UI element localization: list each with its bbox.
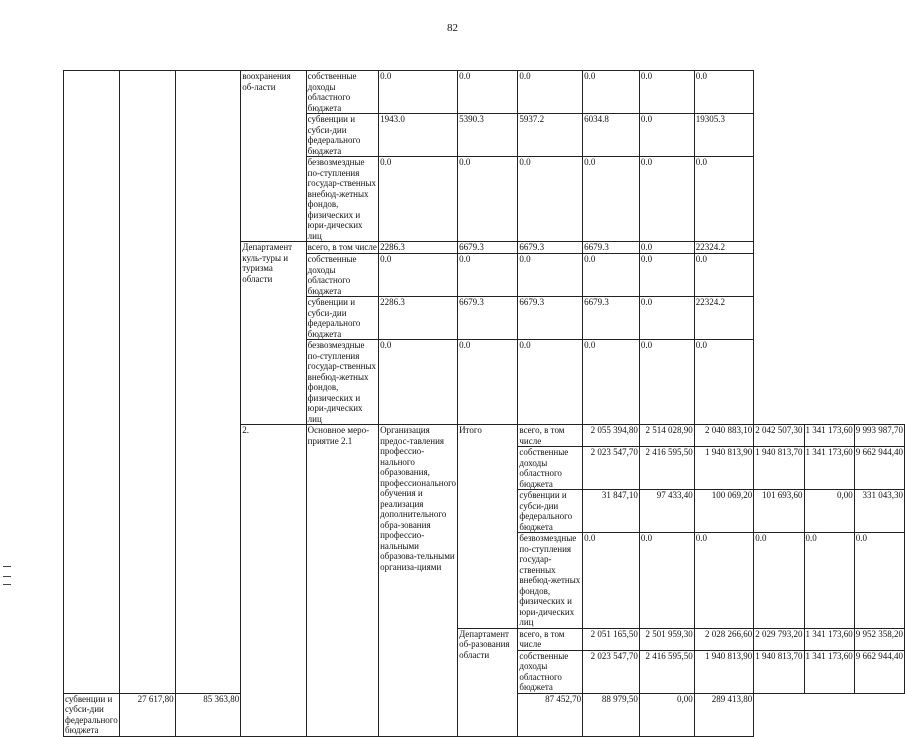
- value-cell: 1 940 813,90: [694, 447, 753, 490]
- value-cell: 2 029 793,20: [754, 628, 804, 650]
- department-cell: воохранения об-ласти: [241, 71, 306, 242]
- value-cell: 2 416 595,50: [639, 447, 694, 490]
- event-cell: Основное меро-приятие 2.1: [306, 425, 378, 737]
- value-cell: 100 069,20: [694, 490, 753, 533]
- description-cell: [175, 71, 241, 694]
- description-cell: Организация предос-тавления профессио-нального образования, профессионального обучения и реализация дополнительного обра-зования профессио-нальными образова-тельными организа-циями: [379, 425, 458, 737]
- value-cell: 0,00: [639, 693, 694, 736]
- value-cell: 85 363,80: [175, 693, 241, 736]
- value-cell: 0.0: [518, 71, 583, 114]
- value-cell: 9 952 358,20: [854, 628, 904, 650]
- department-cell: Департамент куль-туры и туризма области: [241, 242, 306, 425]
- value-cell: 27 617,80: [119, 693, 175, 736]
- value-cell: 0.0: [694, 340, 753, 425]
- value-cell: 9 662 944,40: [854, 650, 904, 693]
- value-cell: 6679.3: [458, 242, 518, 254]
- source-label: всего, в том числе: [307, 242, 377, 252]
- value-cell: 0.0: [458, 71, 518, 114]
- value-cell: 22324.2: [694, 242, 753, 254]
- value-cell: 1 341 173,60: [804, 425, 854, 447]
- value-cell: 1 940 813,70: [754, 447, 804, 490]
- value-cell: 0.0: [639, 71, 694, 114]
- event-cell: [119, 71, 175, 694]
- value-cell: 2 023 547,70: [583, 650, 640, 693]
- value-cell: 6679.3: [583, 297, 640, 340]
- value-cell: 6679.3: [583, 242, 640, 254]
- value-cell: 2 040 883,10: [694, 425, 753, 447]
- value-cell: 0.0: [694, 71, 753, 114]
- value-cell: 0.0: [694, 157, 753, 242]
- value-cell: 0.0: [379, 254, 458, 297]
- source-label: собственные доходы областного бюджета: [518, 447, 583, 490]
- source-label: субвенции и субси-дии федерального бюджета: [306, 297, 378, 340]
- value-cell: 9 993 987,70: [854, 425, 904, 447]
- source-label: всего, в том числе: [518, 425, 583, 447]
- value-cell: 0.0: [639, 297, 694, 340]
- row-number-cell: [64, 71, 120, 694]
- value-cell: 0.0: [639, 157, 694, 242]
- value-cell: 88 979,50: [583, 693, 640, 736]
- source-label: собственные доходы областного бюджета: [306, 254, 378, 297]
- source-label: всего, в том числе: [518, 628, 583, 650]
- value-cell: 6679.3: [458, 297, 518, 340]
- source-label: субвенции и субси-дии федерального бюджета: [306, 114, 378, 157]
- source-label: безвозмездные по-ступления государ-ственных внебюд-жетных фондов, физических и юри-дических лиц: [518, 533, 583, 629]
- value-cell: 31 847,10: [583, 490, 640, 533]
- value-cell: 331 043,30: [854, 490, 904, 533]
- value-cell: 0.0: [639, 533, 694, 629]
- value-cell: 2 051 165,50: [583, 628, 640, 650]
- value-cell: 9 662 944,40: [854, 447, 904, 490]
- value-cell: 0.0: [583, 533, 640, 629]
- budget-table: [63, 70, 905, 737]
- value-cell: 0.0: [379, 157, 458, 242]
- value-cell: 0.0: [583, 254, 640, 297]
- source-label: собственные доходы областного бюджета: [518, 650, 583, 693]
- value-cell: 2 055 394,80: [583, 425, 640, 447]
- value-cell: 0.0: [639, 242, 694, 254]
- value-cell: 0.0: [458, 340, 518, 425]
- source-label: собственные доходы областного бюджета: [306, 71, 378, 114]
- value-cell: 19305.3: [694, 114, 753, 157]
- value-cell: 6034.8: [583, 114, 640, 157]
- value-cell: 0.0: [458, 157, 518, 242]
- value-cell: 0.0: [583, 340, 640, 425]
- value-cell: 2 416 595,50: [639, 650, 694, 693]
- value-cell: 289 413,80: [694, 693, 753, 736]
- source-label: субвенции и субси-дии федерального бюджета: [518, 490, 583, 533]
- value-cell: 5390.3: [458, 114, 518, 157]
- value-cell: 0.0: [518, 157, 583, 242]
- value-cell: 0.0: [379, 71, 458, 114]
- value-cell: 2 023 547,70: [583, 447, 640, 490]
- department-cell: Департамент об-разования области: [458, 628, 518, 736]
- margin-mark: [3, 566, 11, 567]
- value-cell: 0.0: [639, 340, 694, 425]
- value-cell: 0.0: [694, 254, 753, 297]
- value-cell: 1943.0: [379, 114, 458, 157]
- value-cell: 0.0: [694, 533, 753, 629]
- value-cell: 2286.3: [379, 242, 458, 254]
- source-label: субвенции и субси-дии федерального бюджета: [65, 693, 118, 735]
- value-cell: 22324.2: [694, 297, 753, 340]
- value-cell: 2 501 959,30: [639, 628, 694, 650]
- page-number: 82: [447, 22, 458, 34]
- value-cell: 0,00: [804, 490, 854, 533]
- value-cell: 0.0: [854, 533, 904, 629]
- value-cell: 2286.3: [379, 297, 458, 340]
- value-cell: 101 693,60: [754, 490, 804, 533]
- department-cell: Итого: [458, 425, 518, 629]
- source-label: безвозмездные по-ступления государ-ственных внебюд-жетных фондов, физических и юри-дических лиц: [306, 157, 378, 242]
- value-cell: 0.0: [379, 340, 458, 425]
- value-cell: 2 028 266,60: [694, 628, 753, 650]
- value-cell: 2 514 028,90: [639, 425, 694, 447]
- value-cell: 87 452,70: [518, 693, 583, 736]
- value-cell: 2 042 507,30: [754, 425, 804, 447]
- value-cell: 1 341 173,60: [804, 628, 854, 650]
- value-cell: 0.0: [518, 340, 583, 425]
- source-label: безвозмездные по-ступления государ-ственных внебюд-жетных фондов, физических и юри-дических лиц: [306, 340, 378, 425]
- value-cell: 0.0: [518, 254, 583, 297]
- value-cell: 0.0: [754, 533, 804, 629]
- table-row: [64, 71, 905, 114]
- value-cell: 0.0: [639, 114, 694, 157]
- margin-mark: [3, 584, 11, 585]
- value-cell: 1 940 813,70: [754, 650, 804, 693]
- value-cell: 1 940 813,90: [694, 650, 753, 693]
- margin-mark: [3, 576, 11, 577]
- value-cell: 1 341 173,60: [804, 650, 854, 693]
- row-number-cell: 2.: [241, 425, 306, 737]
- value-cell: 0.0: [804, 533, 854, 629]
- value-cell: 97 433,40: [639, 490, 694, 533]
- value-cell: 5937.2: [518, 114, 583, 157]
- value-cell: 0.0: [458, 254, 518, 297]
- value-cell: 0.0: [639, 254, 694, 297]
- value-cell: 0.0: [583, 157, 640, 242]
- value-cell: 1 341 173,60: [804, 447, 854, 490]
- value-cell: 6679.3: [518, 242, 583, 254]
- value-cell: 0.0: [583, 71, 640, 114]
- value-cell: 6679.3: [518, 297, 583, 340]
